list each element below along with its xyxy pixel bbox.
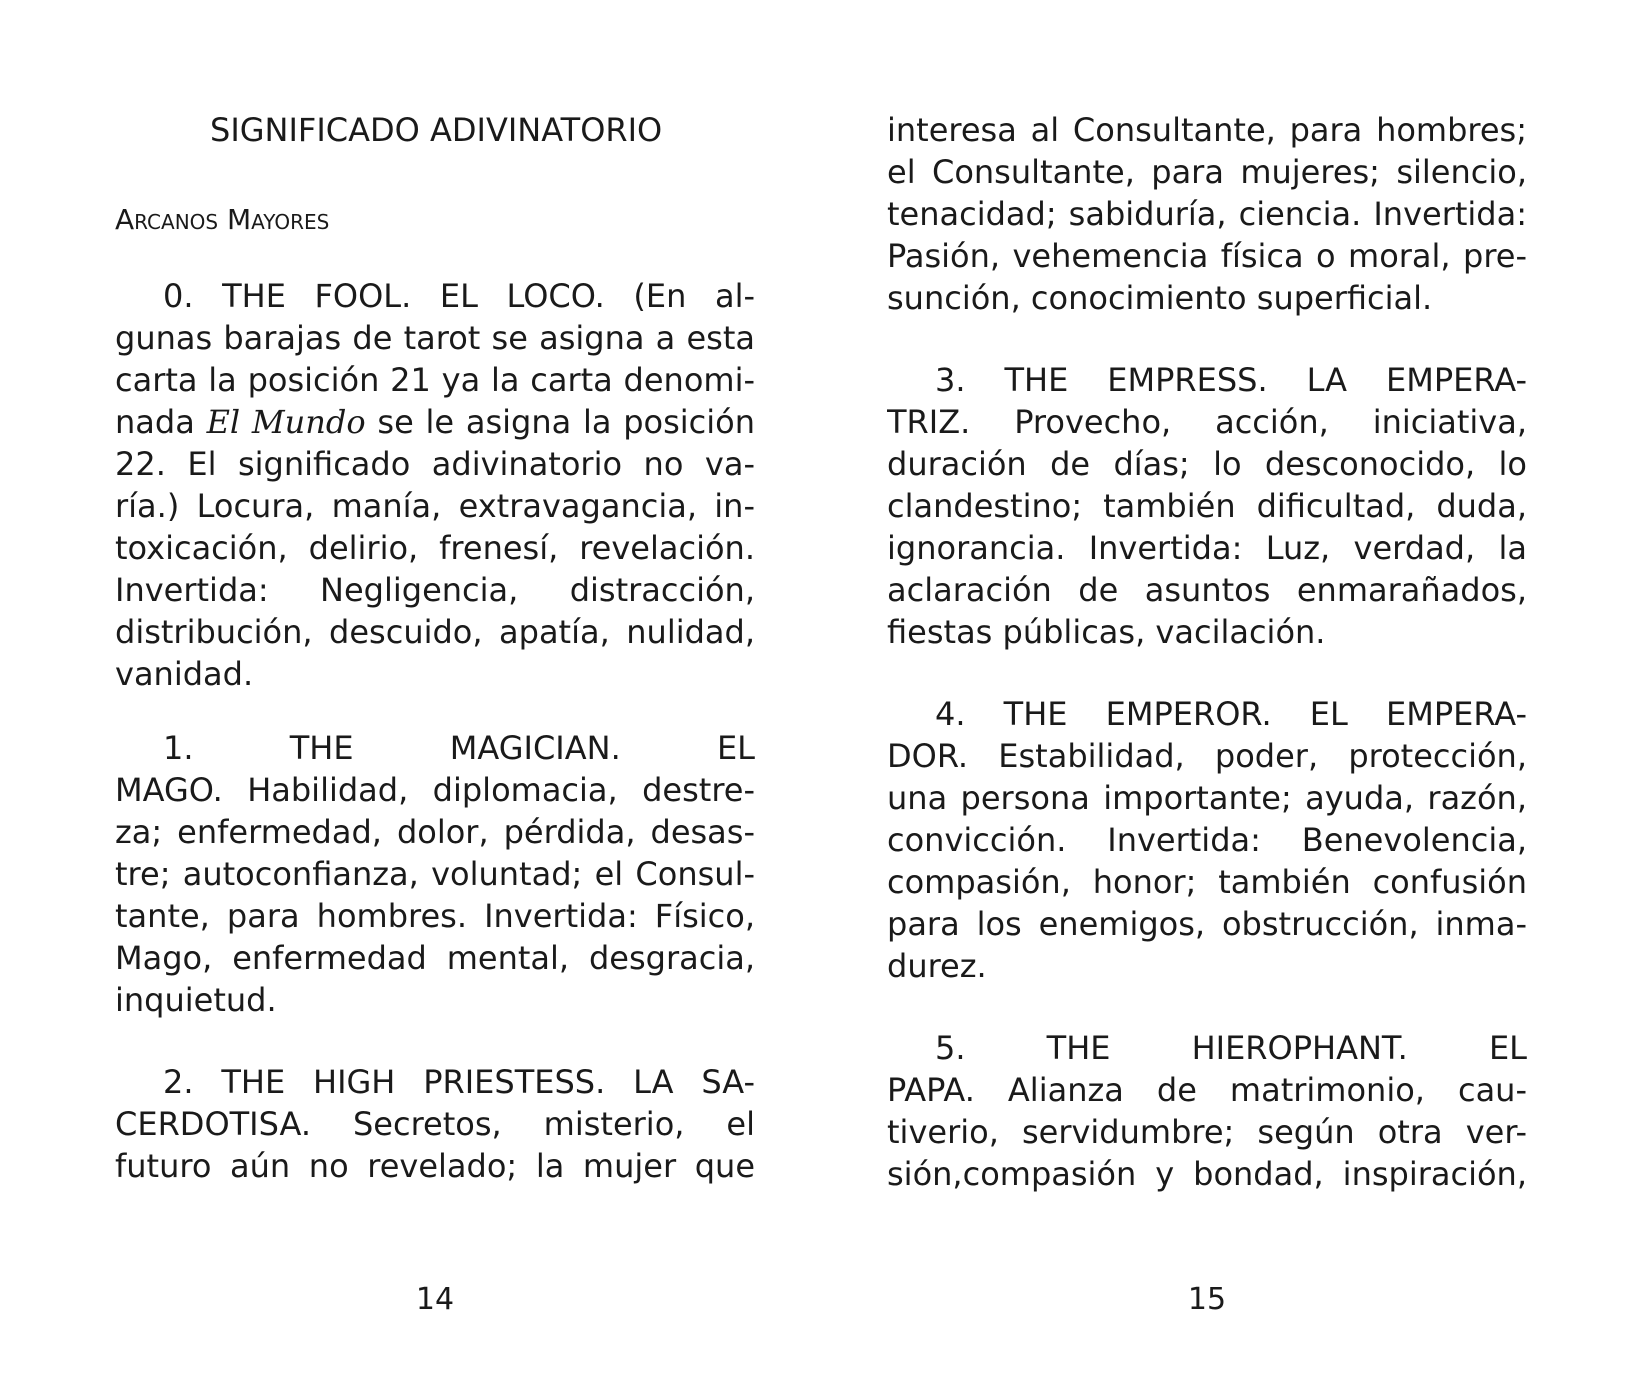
text-line: compasión, honor; también confusión [887, 863, 1527, 901]
text-line: gunas barajas de tarot se asigna a esta [115, 319, 755, 357]
text-line: 0. THE FOOL. EL LOCO. (En al- [163, 277, 755, 315]
text-line: aclaración de asuntos enmarañados, [887, 571, 1527, 609]
text-line: vanidad. [115, 655, 254, 693]
text-line: toxicación, delirio, frenesí, revelación. [115, 529, 755, 567]
text-line: clandestino; también dificultad, duda, [887, 487, 1527, 525]
text-line: distribución, descuido, apatía, nulidad, [115, 613, 755, 651]
emphasized-title: El Mundo [206, 403, 366, 441]
text-line: 22. El significado adivinatorio no va- [115, 445, 755, 483]
text-line: 3. THE EMPRESS. LA EMPERA- [935, 361, 1527, 399]
text-line: MAGO. Habilidad, diplomacia, destre- [115, 771, 755, 809]
text-line: fiestas públicas, vacilación. [887, 613, 1326, 651]
text-line: DOR. Estabilidad, poder, protección, [887, 737, 1527, 775]
page-number: 15 [1187, 1282, 1227, 1317]
section-heading: SIGNIFICADO ADIVINATORIO [210, 111, 663, 149]
text-line-with-emphasis [115, 398, 755, 446]
text-line: 5. THE HIEROPHANT. EL [935, 1029, 1527, 1067]
text-line: 2. THE HIGH PRIESTESS. LA SA- [163, 1063, 755, 1101]
page-number: 14 [415, 1282, 455, 1317]
text-line: duración de días; lo desconocido, lo [887, 445, 1527, 483]
text-line: Mago, enfermedad mental, desgracia, [115, 939, 755, 977]
section-subheading: Arcanos Mayores [115, 203, 330, 236]
text-line: ría.) Locura, manía, extravagancia, in- [115, 487, 755, 525]
text-line: 4. THE EMPEROR. EL EMPERA- [935, 695, 1527, 733]
text-line: una persona importante; ayuda, razón, [887, 779, 1527, 817]
text-line: sión,compasión y bondad, inspiración, [887, 1155, 1527, 1193]
text-line: futuro aún no revelado; la mujer que [115, 1147, 755, 1185]
text-line: sunción, conocimiento superficial. [887, 279, 1433, 317]
text-line: tiverio, servidumbre; según otra ver- [887, 1113, 1527, 1151]
text-line: TRIZ. Provecho, acción, iniciativa, [887, 403, 1527, 441]
text-line: 1. THE MAGICIAN. EL [163, 729, 755, 767]
text-line: para los enemigos, obstrucción, inma- [887, 905, 1527, 943]
text-line: tante, para hombres. Invertida: Físico, [115, 897, 755, 935]
text-fragment: se le asigna la posición [377, 403, 755, 441]
text-line: tre; autoconfianza, voluntad; el Consul- [115, 855, 755, 893]
text-line: inquietud. [115, 981, 277, 1019]
text-fragment: nada [115, 403, 195, 441]
left-page [115, 0, 755, 1396]
text-line: tenacidad; sabiduría, ciencia. Invertida: [887, 195, 1527, 233]
text-line: convicción. Invertida: Benevolencia, [887, 821, 1527, 859]
text-line: Pasión, vehemencia física o moral, pre- [887, 237, 1527, 275]
text-line: ignorancia. Invertida: Luz, verdad, la [887, 529, 1527, 567]
right-page [887, 0, 1527, 1396]
text-line: za; enfermedad, dolor, pérdida, desas- [115, 813, 755, 851]
text-line: carta la posición 21 ya la carta denomi- [115, 361, 755, 399]
text-line: Invertida: Negligencia, distracción, [115, 571, 755, 609]
text-line: el Consultante, para mujeres; silencio, [887, 153, 1527, 191]
text-line: interesa al Consultante, para hombres; [887, 111, 1527, 149]
text-line: PAPA. Alianza de matrimonio, cau- [887, 1071, 1527, 1109]
text-line: durez. [887, 947, 987, 985]
text-line: CERDOTISA. Secretos, misterio, el [115, 1105, 755, 1143]
